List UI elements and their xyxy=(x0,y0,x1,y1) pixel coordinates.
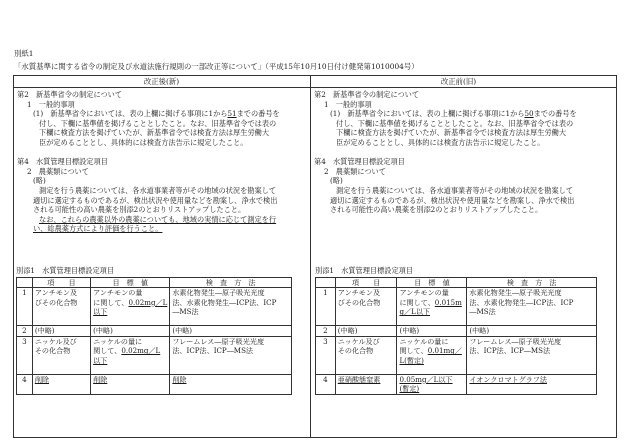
table-header-row: 項 目 目 標 値 検 査 方 法 xyxy=(316,278,597,288)
table-row: 4 削除 削除 削除 xyxy=(17,374,292,394)
old-sub2: 2 農薬類について xyxy=(324,166,386,176)
old-p2-line2: 適切に選定するものであるが、検出状況や使用量などを勘案し、浄水で検出 xyxy=(330,195,575,205)
table-row: 3 ニッケル及び その化合物 ニッケルの量に 関して、0.01mg／ L(暫定) フレームレス―原子吸光光度 法、ICP法、ICP―MS法 xyxy=(316,336,597,374)
old-sec4-title: 第4 水質管理目標設定項目 xyxy=(314,157,405,167)
old-sub1: 1 一般的事項 xyxy=(324,99,372,109)
new-p1-line2: 付し、下欄に基準値を掲げることとしたこと。なお、旧基準省令では表の xyxy=(39,118,277,128)
old-column-header: 改正前(旧) xyxy=(440,77,477,86)
new-table-title: 別添1 水質管理目標設定項目 xyxy=(16,266,115,275)
table-row: 1 アンチモン及 びその化合物 アンチモンの量 に関して、0.02mg／L 以下 水素化物発生―原子吸光光度 法、水素化物発生―ICP法、ICP ―MS法 xyxy=(17,288,292,326)
new-p2-line2: 適切に選定するものであるが、検出状況や使用量などを勘案し、浄水で検出 xyxy=(33,195,278,205)
table-row: 3 ニッケル及び その化合物 ニッケルの量に 関して、0.02mg／L 以下 フレームレス―原子吸光光度 法、ICP法、ICP―MS法 xyxy=(17,336,292,374)
new-column-header: 改正後(新) xyxy=(143,77,180,86)
new-sec4-title: 第4 水質管理目標設定項目 xyxy=(17,157,108,167)
table-header-row: 項 目 目 標 値 検 査 方 法 xyxy=(17,278,292,288)
header-rule xyxy=(13,87,617,88)
old-p1-line2: 付し、下欄に基準値を掲げることとしたこと。なお、旧基準省令では表の xyxy=(336,118,574,128)
old-column-text xyxy=(314,90,604,215)
new-p1-line4: 臣が定めることとし、具体的には検査方法告示に規定したこと。 xyxy=(39,137,248,147)
table-row: 2 (中略) (中略) (中略) xyxy=(316,326,597,336)
appendix-label: 別紙1 xyxy=(14,49,34,58)
old-table-title: 別添1 水質管理目標設定項目 xyxy=(315,266,414,275)
new-p2-line5: い、総農薬方式により評価を行うこと。 xyxy=(33,224,163,234)
new-p1-line3: 下欄に検査方法を掲げていたが、新基準省令では検査方法は厚生労働大 xyxy=(39,128,270,138)
new-sub2: 2 農薬類について xyxy=(27,166,89,176)
document-subject: 「水質基準に関する省令の制定及び水道法施行規則の一部改正等について」（平成15年10月10日付け健発第1010004号） xyxy=(14,62,419,71)
table-row: 2 (中略) (中略) (中略) xyxy=(17,326,292,336)
new-omit: (略) xyxy=(33,176,46,186)
table-row: 1 アンチモン及 びその化合物 アンチモンの量 に関して、0.015m g／L以下 水素化物発生―原子吸光光度 法、水素化物発生―ICP法、ICP ―MS法 xyxy=(316,288,597,326)
column-divider xyxy=(310,75,311,438)
new-sub1: 1 一般的事項 xyxy=(27,99,75,109)
new-column-text xyxy=(17,90,307,234)
old-p2-line3: される可能性の高い農薬を別添2のとおりリストアップしたこと。 xyxy=(330,205,543,215)
table-row: 4 亜硝酸態窒素 0.05mg／L以下 (暫定) イオンクロマトグラフ法 xyxy=(316,374,597,394)
new-p2-line1: 測定を行う農薬については、各水道事業者等がその地域の状況を勘案して xyxy=(39,185,277,195)
old-p1-line4: 臣が定めることとし、具体的には検査方法告示に規定したこと。 xyxy=(336,137,545,147)
new-p2-line4: なお、これらの農薬以外の農薬についても、地域の実情に応じて測定を行 xyxy=(39,214,277,224)
old-p1-line3: 下欄に検査方法を掲げていたが、新基準省令では検査方法は厚生労働大 xyxy=(336,128,567,138)
old-item-count: 50 xyxy=(524,109,534,119)
old-p2-line1: 測定を行う農薬については、各水道事業者等がその地域の状況を勘案して xyxy=(336,185,574,195)
new-p2-line3: される可能性の高い農薬を別添2のとおりリストアップしたこと。 xyxy=(33,205,246,215)
old-p1-line1: (1) 新基準省令においては、表の上欄に掲げる事項に1から50までの番号を xyxy=(330,109,577,119)
new-sec2-title: 第2 新基準省令の制定について xyxy=(17,90,123,99)
new-item-count: 51 xyxy=(227,109,237,119)
old-target-table xyxy=(315,277,597,395)
new-target-table xyxy=(16,277,292,395)
old-sec2-title: 第2 新基準省令の制定について xyxy=(314,90,420,99)
old-omit: (略) xyxy=(330,176,343,186)
new-p1-line1: (1) 新基準省令においては、表の上欄に掲げる事項に1から51までの番号を xyxy=(33,109,280,119)
